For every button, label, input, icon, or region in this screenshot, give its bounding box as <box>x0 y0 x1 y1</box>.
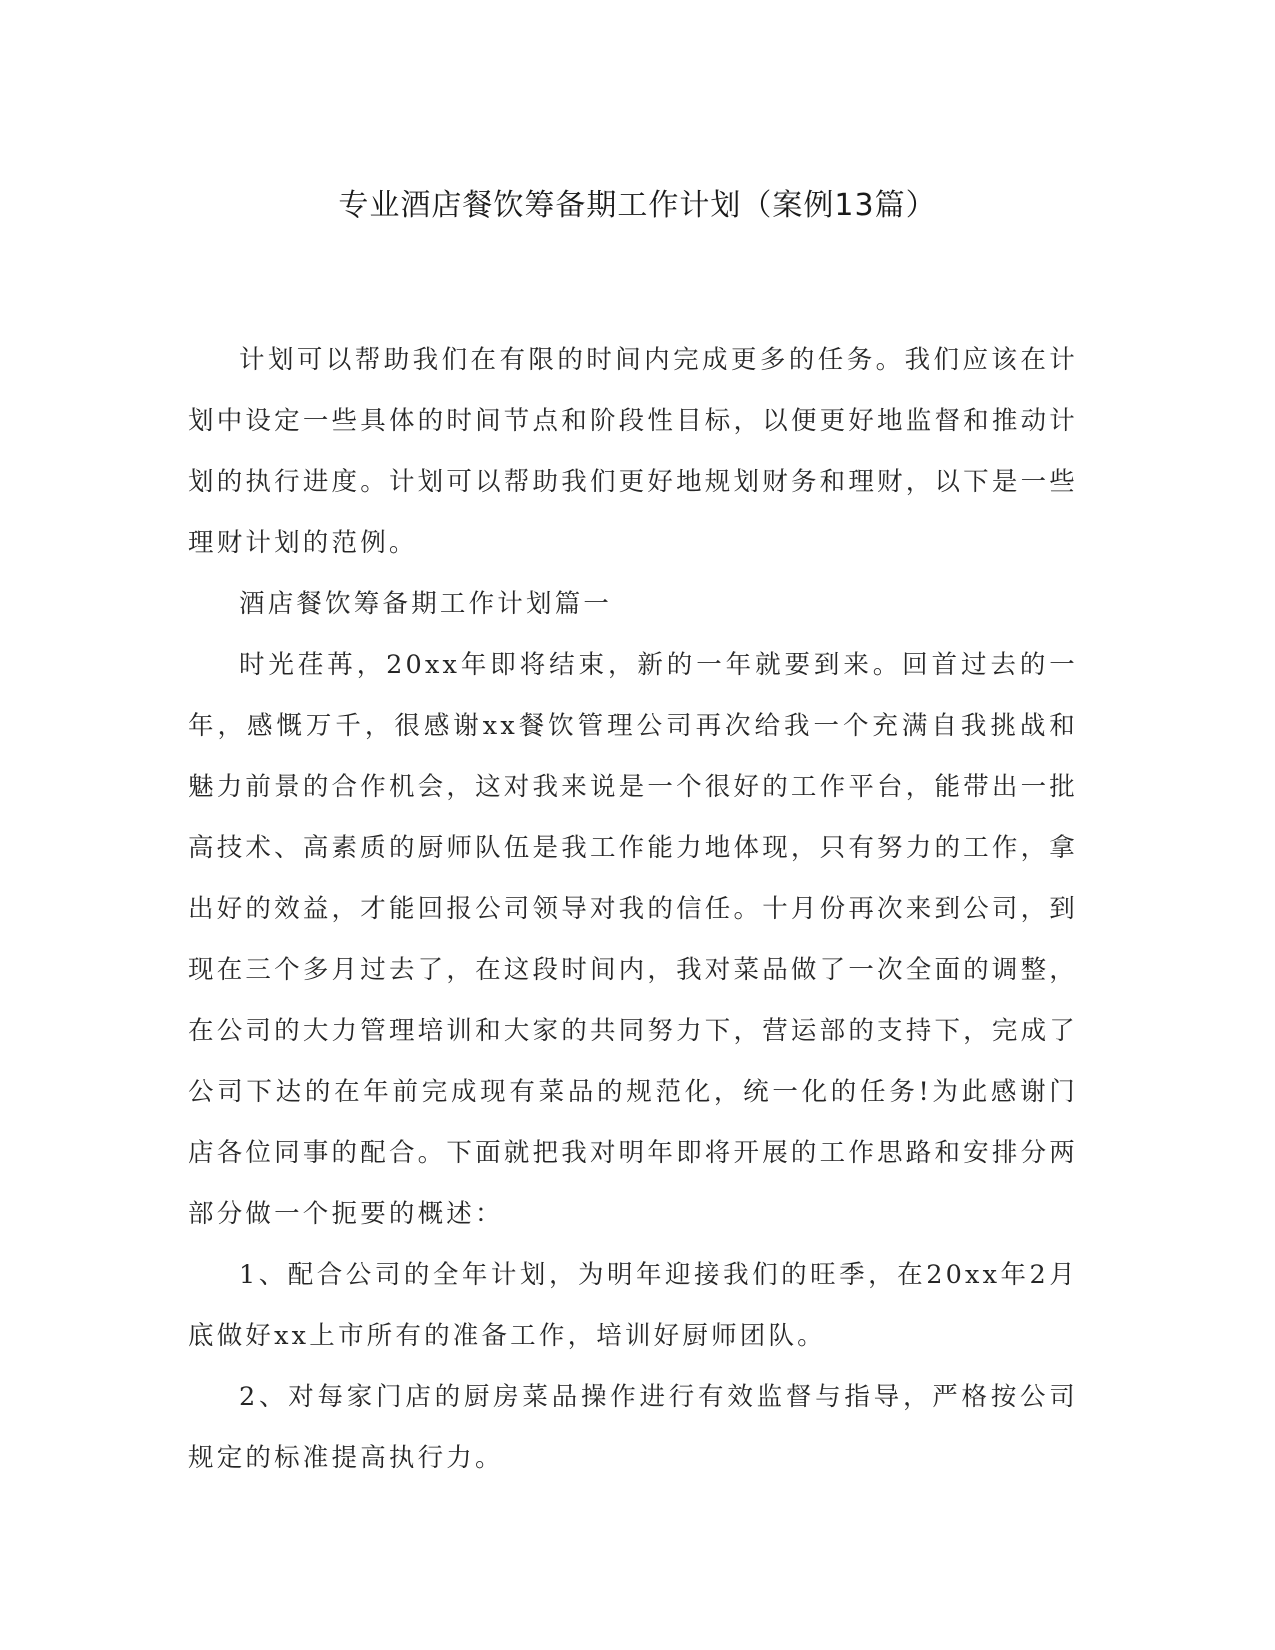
section-heading: 酒店餐饮筹备期工作计划篇一 <box>239 589 613 619</box>
document-body <box>188 330 1078 1489</box>
list-item: 1、配合公司的全年计划，为明年迎接我们的旺季，在20xx年2月底做好xx上市所有的准备工作，培训好厨师团队。 <box>188 1260 1078 1351</box>
body-paragraph: 时光荏苒，20xx年即将结束，新的一年就要到来。回首过去的一年，感慨万千，很感谢xx餐饮管理公司再次给我一个充满自我挑战和魅力前景的合作机会，这对我来说是一个很好的工作平台，能带出一批高技术、高素质的厨师队伍是我工作能力地体现，只有努力的工作，拿出好的效益，才能回报公司领导对我的信任。十月份再次来到公司，到现在三个多月过去了，在这段时间内，我对菜品做了一次全面的调整，在公司的大力管理培训和大家的共同努力下，营运部的支持下，完成了公司下达的在年前完成现有菜品的规范化，统一化的任务!为此感谢门店各位同事的配合。下面就把我对明年即将开展的工作思路和安排分两部分做一个扼要的概述： <box>188 650 1078 1229</box>
document-title: 专业酒店餐饮筹备期工作计划（案例13篇） <box>338 188 937 223</box>
list-item: 2、对每家门店的厨房菜品操作进行有效监督与指导，严格按公司规定的标准提高执行力。 <box>188 1382 1078 1473</box>
intro-paragraph: 计划可以帮助我们在有限的时间内完成更多的任务。我们应该在计划中设定一些具体的时间节点和阶段性目标，以便更好地监督和推动计划的执行进度。计划可以帮助我们更好地规划财务和理财，以下是一些理财计划的范例。 <box>188 345 1078 558</box>
